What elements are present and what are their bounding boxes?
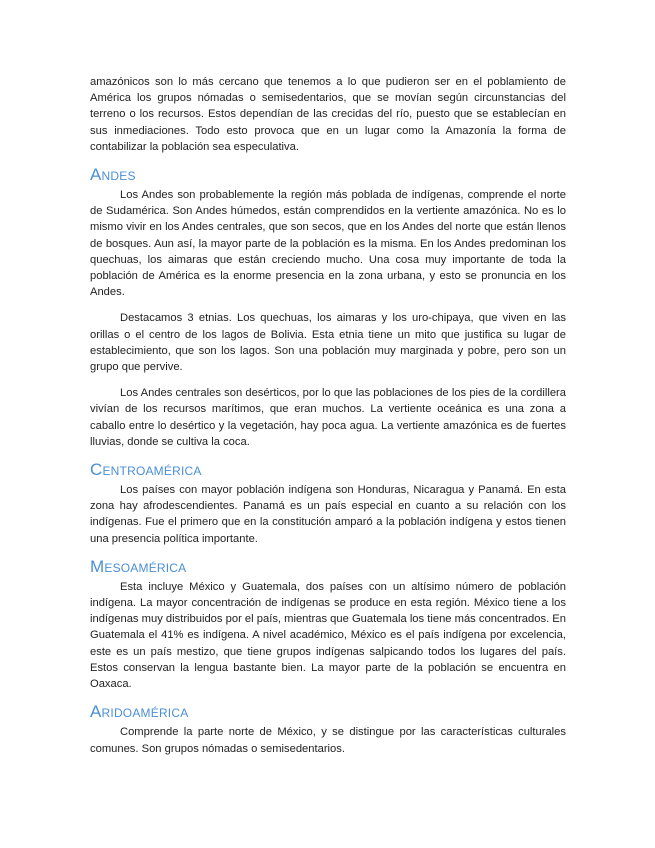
heading-centroamerica: Centroamérica (90, 460, 202, 480)
heading-mesoamerica: Mesoamérica (90, 556, 187, 576)
andes-paragraph-1: Los Andes son probablemente la región más poblada de indígenas, comprende el norte de Sudamérica. Son Andes húmedos, están comprendidos en la vertiente amazónica. No es lo mismo vivir en los Andes centrales, que son secos, que en los Andes del norte que están llenos de bosques. Aun así, la mayor parte de la población es la misma. En los Andes predominan los quechuas, los aimaras que están creciendo mucho. Una cosa muy importante de toda la población de América es la enorme presencia en la zona urbana, y esto se pronuncia en los Andes. (90, 189, 566, 299)
heading-andes: Andes (90, 165, 136, 185)
heading-aridoamerica: Aridoamérica (90, 702, 189, 722)
aridoamerica-paragraph-1: Comprende la parte norte de México, y se distingue por las características culturales comunes. Son grupos nómadas o semisedentarios. (90, 726, 566, 755)
andes-paragraph-3: Los Andes centrales son desérticos, por lo que las poblaciones de los pies de la cordillera vivían de los recursos marítimos, que eran muchos. La vertiente oceánica es una zona a caballo entre lo desértico y la vegetación, hay poca agua. La vertiente amazónica es de fuertes lluvias, donde se cultiva la coca. (90, 387, 566, 448)
mesoamerica-paragraph-1: Esta incluye México y Guatemala, dos países con un altísimo número de población indígena. La mayor concentración de indígenas se produce en esta región. México tiene a los indígenas muy distribuidos por el país, mientras que Guatemala los tiene más concentrados. En Guatemala el 41% es indígena. A nivel académico, México es el país indígena por excelencia, este es un país mestizo, que tiene grupos indígenas salpicando todos los lugares del país. Estos conservan la lengua bastante bien. La mayor parte de la población se encuentra en Oaxaca. (90, 580, 566, 691)
intro-paragraph: amazónicos son lo más cercano que tenemos a lo que pudieron ser en el poblamiento de América los grupos nómadas o semisedentarios, que se movían según circunstancias del terreno o los recursos. Estos dependían de las crecidas del río, puesto que se establecían en sus inmediaciones. Todo esto provoca que en un lugar como la Amazonía la forma de contabilizar la población sea especulativa. (90, 76, 566, 153)
document-page (90, 74, 566, 767)
centroamerica-paragraph-1: Los países con mayor población indígena son Honduras, Nicaragua y Panamá. En esta zona hay afrodescendientes. Panamá es un país especial en cuanto a su relación con los indígenas. Fue el primero que en la constitución amparó a la población indígena y estos tienen una presencia política importante. (90, 484, 566, 545)
andes-paragraph-2: Destacamos 3 etnias. Los quechuas, los aimaras y los uro-chipaya, que viven en las orillas o el centro de los lagos de Bolivia. Esta etnia tiene un mito que justifica su lugar de establecimiento, que son los lagos. Son una población muy marginada y pobre, pero son un grupo que pervive. (90, 312, 566, 374)
